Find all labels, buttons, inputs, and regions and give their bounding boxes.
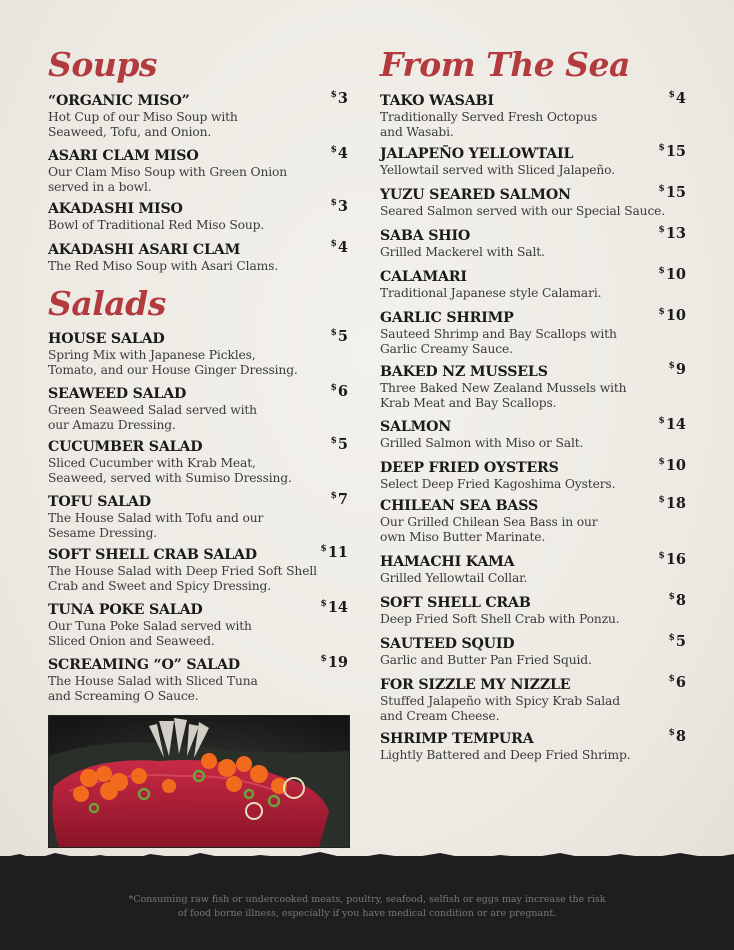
item-price: $16 <box>658 551 686 568</box>
item-name: AKADASHI ASARI CLAM <box>48 242 241 258</box>
item-description: Yellowtail served with Sliced Jalapeño. <box>380 163 615 177</box>
item-price: $4 <box>330 239 348 256</box>
item-price: $3 <box>330 90 348 107</box>
item-description: Green Seaweed Salad served with our Amazu Dressing. <box>48 403 257 432</box>
item-description: The House Salad with Deep Fried Soft Shell Crab and Sweet and Spicy Dressing. <box>48 564 317 593</box>
item-price: $10 <box>658 307 686 324</box>
menu-item <box>380 674 686 724</box>
menu-item <box>380 728 686 763</box>
item-description: Bowl of Traditional Red Miso Soup. <box>48 218 265 232</box>
section-title-salads: Salads <box>48 284 166 323</box>
menu-item <box>380 225 686 260</box>
item-name: TOFU SALAD <box>48 494 151 510</box>
menu-item <box>380 361 686 411</box>
item-name: SCREAMING “O” SALAD <box>48 657 240 673</box>
menu-item <box>380 266 686 301</box>
item-name: HOUSE SALAD <box>48 331 165 347</box>
menu-item <box>380 495 686 545</box>
item-description: Grilled Yellowtail Collar. <box>380 571 528 585</box>
item-price: $8 <box>668 728 686 745</box>
menu-item <box>380 307 686 357</box>
item-description: The Red Miso Soup with Asari Clams. <box>48 259 279 273</box>
item-description: Garlic and Butter Pan Fried Squid. <box>380 653 592 667</box>
menu-item <box>48 544 348 594</box>
item-description: Three Baked New Zealand Mussels with Krab Meat and Bay Scallops. <box>380 381 627 410</box>
health-disclaimer <box>0 893 734 920</box>
item-name: CHILEAN SEA BASS <box>380 498 539 514</box>
item-name: ASARI CLAM MISO <box>48 148 199 164</box>
menu-item <box>48 654 348 704</box>
item-price: $18 <box>658 495 686 512</box>
disclaimer-line-1: *Consuming raw fish or undercooked meats, poultry, seafood, selfish or eggs may increase the risk <box>128 894 606 905</box>
item-name: SAUTEED SQUID <box>380 636 515 652</box>
menu-item <box>48 599 348 649</box>
item-price: $15 <box>658 184 686 201</box>
item-name: HAMACHI KAMA <box>380 554 515 570</box>
item-description: Traditionally Served Fresh Octopus and Wasabi. <box>380 110 598 139</box>
item-description: Our Grilled Chilean Sea Bass in our own Miso Butter Marinate. <box>380 515 598 544</box>
menu-item <box>48 90 348 140</box>
item-name: SABA SHIO <box>380 228 471 244</box>
item-name: GARLIC SHRIMP <box>380 310 514 326</box>
item-name: SEAWEED SALAD <box>48 386 187 402</box>
item-price: $14 <box>658 416 686 433</box>
item-description: Grilled Mackerel with Salt. <box>380 245 545 259</box>
item-price: $10 <box>658 266 686 283</box>
item-name: SALMON <box>380 419 452 435</box>
item-description: Grilled Salmon with Miso or Salt. <box>380 436 584 450</box>
item-name: FOR SIZZLE MY NIZZLE <box>380 677 571 693</box>
item-name: SOFT SHELL CRAB SALAD <box>48 547 257 563</box>
section-title-soups: Soups <box>48 45 157 84</box>
item-price: $9 <box>668 361 686 378</box>
item-price: $19 <box>320 654 348 671</box>
item-name: DEEP FRIED OYSTERS <box>380 460 559 476</box>
item-price: $4 <box>330 145 348 162</box>
item-price: $8 <box>668 592 686 609</box>
menu-item <box>380 457 686 492</box>
item-description: Sliced Cucumber with Krab Meat, Seaweed, served with Sumiso Dressing. <box>48 456 292 485</box>
disclaimer-line-2: of food borne illness, especially if you have medical condition or are pregnant. <box>177 907 557 919</box>
item-price: $13 <box>658 225 686 242</box>
item-description: Lightly Battered and Deep Fried Shrimp. <box>380 748 631 762</box>
item-description: Stuffed Jalapeño with Spicy Krab Salad and Cream Cheese. <box>380 694 620 723</box>
item-name: TAKO WASABI <box>380 93 494 109</box>
item-description: Our Tuna Poke Salad served with Sliced Onion and Seaweed. <box>48 619 252 648</box>
item-description: Seared Salmon served with our Special Sauce. <box>380 204 666 218</box>
tuna-poke-photo <box>48 715 350 848</box>
item-name: CUCUMBER SALAD <box>48 439 203 455</box>
item-name: BAKED NZ MUSSELS <box>380 364 548 380</box>
item-description: Deep Fried Soft Shell Crab with Ponzu. <box>380 612 620 626</box>
menu-item <box>48 328 348 378</box>
menu-item <box>48 436 348 486</box>
section-title-from-the-sea: From The Sea <box>380 45 630 84</box>
item-description: The House Salad with Sliced Tuna and Screaming O Sauce. <box>48 674 258 703</box>
item-name: SOFT SHELL CRAB <box>380 595 531 611</box>
menu-item <box>48 491 348 541</box>
item-price: $11 <box>320 544 348 561</box>
item-name: AKADASHI MISO <box>48 201 183 217</box>
item-price: $14 <box>320 599 348 616</box>
item-price: $6 <box>330 383 348 400</box>
item-price: $4 <box>668 90 686 107</box>
item-price: $5 <box>330 328 348 345</box>
item-name: TUNA POKE SALAD <box>48 602 203 618</box>
item-description: Spring Mix with Japanese Pickles, Tomato, and our House Ginger Dressing. <box>48 348 298 377</box>
item-description: Sauteed Shrimp and Bay Scallops with Garlic Creamy Sauce. <box>380 327 617 356</box>
menu-item <box>380 633 686 668</box>
item-name: “ORGANIC MISO” <box>48 93 190 109</box>
item-description: Our Clam Miso Soup with Green Onion served in a bowl. <box>48 165 288 194</box>
item-price: $7 <box>330 491 348 508</box>
item-name: CALAMARI <box>380 269 467 285</box>
item-price: $6 <box>668 674 686 691</box>
item-name: YUZU SEARED SALMON <box>380 187 571 203</box>
menu-item <box>380 592 686 627</box>
item-description: Traditional Japanese style Calamari. <box>380 286 602 300</box>
item-name: SHRIMP TEMPURA <box>380 731 534 747</box>
item-description: Hot Cup of our Miso Soup with Seaweed, Tofu, and Onion. <box>48 110 238 139</box>
menu-item <box>48 383 348 433</box>
menu-item <box>380 551 686 586</box>
item-price: $10 <box>658 457 686 474</box>
menu-item <box>380 143 686 178</box>
menu-item <box>380 184 686 219</box>
item-description: The House Salad with Tofu and our Sesame Dressing. <box>48 511 264 540</box>
item-description: Select Deep Fried Kagoshima Oysters. <box>380 477 616 491</box>
menu-item <box>380 90 686 140</box>
item-price: $5 <box>330 436 348 453</box>
menu-item <box>48 239 348 274</box>
item-price: $3 <box>330 198 348 215</box>
item-price: $5 <box>668 633 686 650</box>
item-name: JALAPEÑO YELLOWTAIL <box>380 146 574 162</box>
item-price: $15 <box>658 143 686 160</box>
menu-item <box>48 145 348 195</box>
menu-item <box>380 416 686 451</box>
menu-item <box>48 198 348 233</box>
